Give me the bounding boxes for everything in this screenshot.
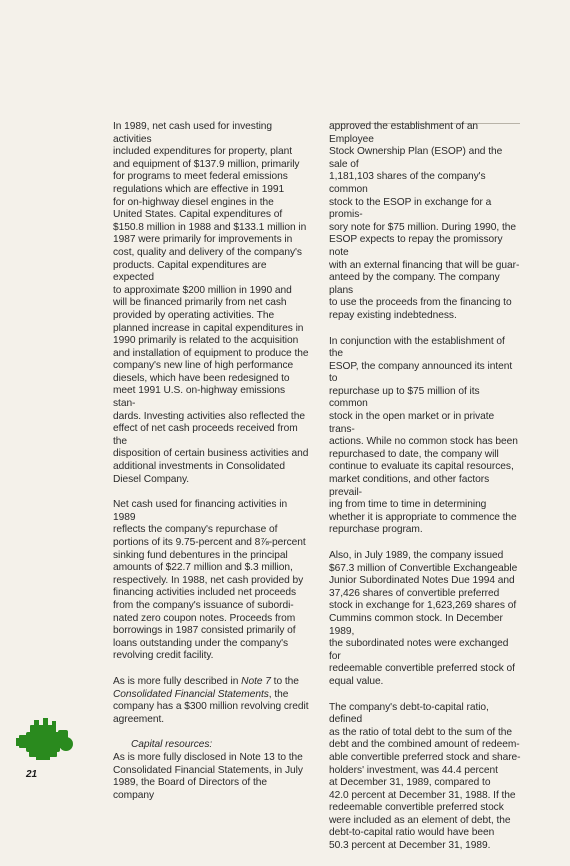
text-run: , the company has a $300 million revolving credit agreement. [113,688,309,725]
stock-repurchase-paragraph: In conjunction with the establishment of the ESOP, the company announced its intent to repurchase up to $75 million of its common stock in the open market or in private trans- actions. While no common stock has been repurchased to date, the company will continue to evaluate its capital resources, market conditions, and other factors prevail- ing from time to time in determining whether it is appropriate to commence the repurchase program. [329,335,518,536]
left-column [113,121,310,802]
convertible-notes-paragraph: Also, in July 1989, the company issued $67.3 million of Convertible Exchangeable Junior Subordinated Notes Due 1994 and 37,426 shares of convertible preferred stock in exchange for 1,623,269 shares of Cummins common stock. In December 1989, the subordinated notes were exchanged for redeemable convertible preferred stock of equal value. [329,550,518,687]
right-column [329,121,521,866]
engine-icon [14,716,76,762]
statements-reference: Consolidated Financial Statements [113,764,269,776]
text-run: As is more fully disclosed in [113,751,240,763]
page-number: 21 [26,769,38,780]
debt-to-capital-paragraph: The company's debt-to-capital ratio, defined as the ratio of total debt to the sum of the debt and the combined amount of redeem- able convertible preferred stock and share- holders' investment, was 44.4 percent at December 31, 1989, compared to 42.0 percent at December 31, 1988. If the redeemable convertible preferred stock were included as an element of debt, the debt-to-capital ratio would have been 50.3 percent at December 31, 1989. [329,701,521,852]
esop-paragraph: approved the establishment of an Employee Stock Ownership Plan (ESOP) and the sale of 1,181,103 shares of the company's common stock to the ESOP in exchange for a promis- sory note for $75 million. During 1990, the ESOP expects to repay the promissory note with an external financing that will be guar- anteed by the company. The company plans to use the proceeds from the financing to repay existing indebtedness. [329,121,520,321]
capital-resources-heading: Capital resources: [131,739,213,751]
investing-activities-paragraph: In 1989, net cash used for investing activities included expenditures for property, plant and equipment of $137.9 million, primarily for programs to meet federal emissions regulations which are effective in 1991 for on-highway diesel engines in the United States. Capital expenditures of $150.8 million in 1988 and $133.1 million in 1987 were primarily for improvements in cost, quality and delivery of the company's products. Capital expenditures are expected to approximate $200 million in 1990 and will be financed primarily from net cash provided by operating activities. The planned increase in capital expenditures in 1990 primarily is related to the acquisition and installation of equipment to produce the company's new line of high performance diesels, which have been redesigned to meet 1991 U.S. on-highway emissions stan- dards. Investing activities also reflected the effect of net cash proceeds received from the disposition of certain business activities and additional investments in Consolidated Diesel Company. [113,121,309,485]
text-run: As is more fully described in [113,675,242,687]
revolving-credit-paragraph [113,676,310,726]
note-reference: Note 7 [241,675,271,687]
esop-intro-paragraph [113,752,310,802]
text-run: , in July 1989, the Board of Directors of the company [113,764,303,801]
text-run: to the [273,675,299,687]
statements-reference: Consolidated Financial Statements [113,688,269,700]
financing-activities-paragraph: Net cash used for financing activities in 1989 reflects the company's repurchase of portions of its 9.75-percent and 8⅞-percent sinking fund debentures in the principal amounts of $22.7 million and $.3 million, respectively. In 1988, net cash provided by financing activities included net proceeds from the company's issuance of subordi- nated zero coupon notes. Proceeds from borrowings in 1987 consisted primarily of loans outstanding under the company's revolving credit facility. [113,499,306,662]
text-run: to the [277,751,303,763]
note-reference: Note 13 [239,751,275,763]
